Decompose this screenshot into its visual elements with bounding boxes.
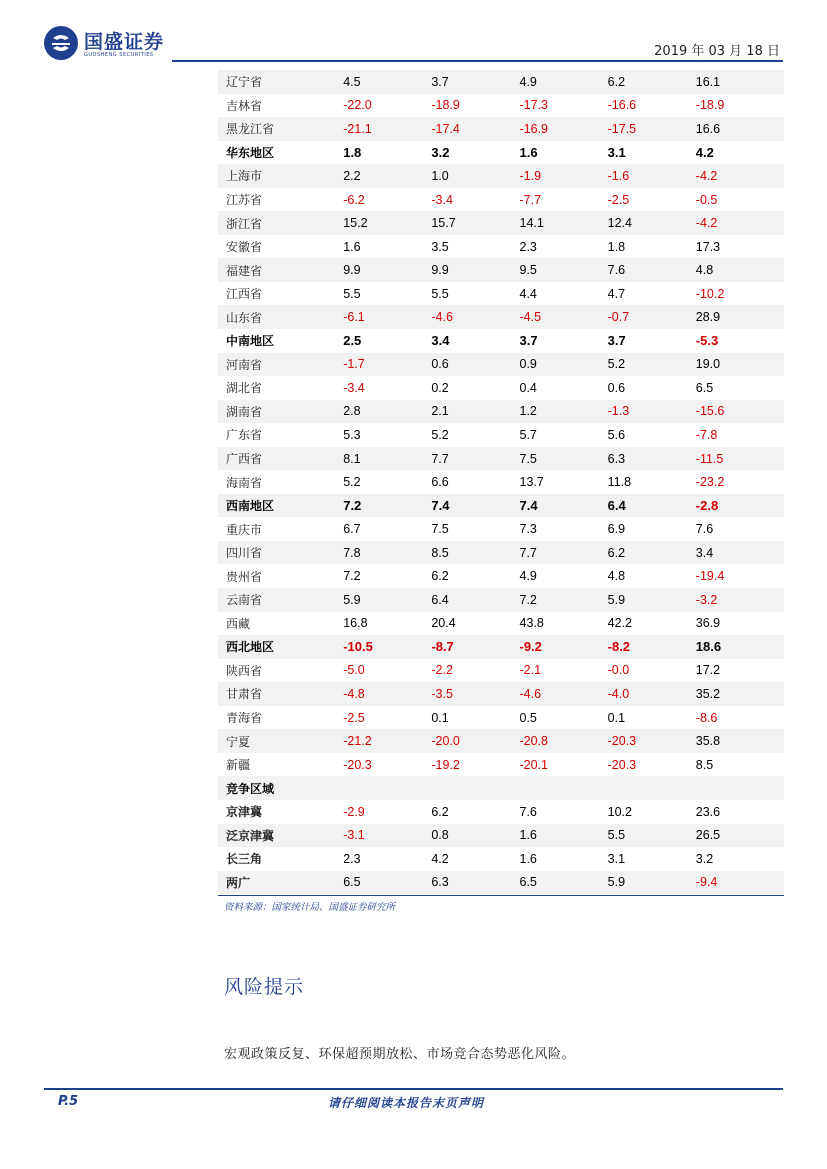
table-row: [218, 588, 784, 612]
row-label: 宁夏: [218, 729, 343, 753]
table-cell: -3.1: [343, 824, 431, 848]
table-cell: -4.2: [696, 211, 784, 235]
logo-text: 国盛证券: [84, 31, 165, 53]
table-cell: -1.9: [520, 164, 608, 188]
table-cell: 6.9: [608, 517, 696, 541]
table-cell: -4.0: [608, 682, 696, 706]
table-cell: 2.1: [431, 400, 519, 424]
table-cell: -16.6: [608, 94, 696, 118]
table-row: [218, 541, 784, 565]
table-row: [218, 682, 784, 706]
table-cell: 1.6: [343, 235, 431, 259]
table-cell: 18.6: [696, 635, 784, 659]
table-row: [218, 871, 784, 895]
table-cell: -22.0: [343, 94, 431, 118]
table-cell: 1.6: [520, 847, 608, 871]
table-cell: 4.2: [696, 141, 784, 165]
table-cell: -0.5: [696, 188, 784, 212]
row-label: 黑龙江省: [218, 117, 343, 141]
row-label: 上海市: [218, 164, 343, 188]
row-label: 云南省: [218, 588, 343, 612]
table-cell: -1.6: [608, 164, 696, 188]
table-cell: 0.8: [431, 824, 519, 848]
table-cell: 3.7: [431, 70, 519, 94]
table-cell: 11.8: [608, 470, 696, 494]
row-label: 陕西省: [218, 659, 343, 683]
table-cell: -3.4: [343, 376, 431, 400]
table-cell: -8.6: [696, 706, 784, 730]
row-label: 泛京津冀: [218, 824, 343, 848]
row-label: 新疆: [218, 753, 343, 777]
table-cell: 20.4: [431, 612, 519, 636]
table-cell: 1.8: [608, 235, 696, 259]
table-cell: 0.4: [520, 376, 608, 400]
table-cell: 8.5: [696, 753, 784, 777]
table-cell: 10.2: [608, 800, 696, 824]
table-cell: 3.2: [696, 847, 784, 871]
row-label: 辽宁省: [218, 70, 343, 94]
logo-subtext: GUOSHENG SECURITIES: [84, 52, 154, 58]
table-row: [218, 824, 784, 848]
table-cell: 0.1: [431, 706, 519, 730]
table-cell: -3.2: [696, 588, 784, 612]
table-cell: 7.2: [343, 564, 431, 588]
table-cell: 7.8: [343, 541, 431, 565]
table-cell: 15.7: [431, 211, 519, 235]
table-cell: -1.7: [343, 353, 431, 377]
table-cell: -3.5: [431, 682, 519, 706]
table-cell: -10.2: [696, 282, 784, 306]
table-cell: 7.6: [520, 800, 608, 824]
table-cell: 4.9: [520, 70, 608, 94]
table-cell: 5.7: [520, 423, 608, 447]
table-cell: [520, 776, 608, 800]
table-row: [218, 141, 784, 165]
table-cell: -18.9: [431, 94, 519, 118]
table-cell: 7.4: [431, 494, 519, 518]
table-cell: 2.3: [343, 847, 431, 871]
table-cell: 3.2: [431, 141, 519, 165]
table-cell: 5.2: [343, 470, 431, 494]
table-cell: 13.7: [520, 470, 608, 494]
table-row: [218, 470, 784, 494]
table-row: [218, 659, 784, 683]
table-cell: 6.6: [431, 470, 519, 494]
table-cell: -21.1: [343, 117, 431, 141]
section-title: 风险提示: [224, 976, 305, 998]
table-cell: -1.3: [608, 400, 696, 424]
table-row: [218, 635, 784, 659]
table-cell: 3.5: [431, 235, 519, 259]
row-label: 中南地区: [218, 329, 343, 353]
table-cell: -2.2: [431, 659, 519, 683]
table-cell: 43.8: [520, 612, 608, 636]
table-cell: -9.4: [696, 871, 784, 895]
table-cell: 7.6: [696, 517, 784, 541]
table-cell: 2.3: [520, 235, 608, 259]
table-cell: -17.4: [431, 117, 519, 141]
table-cell: 6.2: [431, 564, 519, 588]
table-cell: 7.3: [520, 517, 608, 541]
table-cell: -19.2: [431, 753, 519, 777]
table-cell: 12.4: [608, 211, 696, 235]
logo-emblem-icon: [44, 26, 78, 60]
row-label: 吉林省: [218, 94, 343, 118]
table-cell: -2.9: [343, 800, 431, 824]
table-cell: 7.2: [520, 588, 608, 612]
table-cell: 5.9: [608, 588, 696, 612]
table-cell: 5.3: [343, 423, 431, 447]
table-cell: -0.7: [608, 305, 696, 329]
table-source-note: 资料来源：国家统计局、国盛证券研究所: [224, 902, 396, 913]
table-row: [218, 117, 784, 141]
table-cell: -11.5: [696, 447, 784, 471]
province-data-table: [218, 70, 784, 894]
table-cell: -7.8: [696, 423, 784, 447]
table-cell: -2.8: [696, 494, 784, 518]
table-row: [218, 612, 784, 636]
row-label: 海南省: [218, 470, 343, 494]
table-cell: 6.2: [608, 541, 696, 565]
table-cell: -19.4: [696, 564, 784, 588]
table-cell: -4.5: [520, 305, 608, 329]
table-cell: -8.2: [608, 635, 696, 659]
table-cell: 2.2: [343, 164, 431, 188]
row-label: 福建省: [218, 258, 343, 282]
table-cell: -4.6: [431, 305, 519, 329]
table-cell: -4.8: [343, 682, 431, 706]
row-label: 江苏省: [218, 188, 343, 212]
table-cell: [696, 776, 784, 800]
row-label: 华东地区: [218, 141, 343, 165]
table-cell: 4.8: [608, 564, 696, 588]
table-cell: 9.5: [520, 258, 608, 282]
row-label: 重庆市: [218, 517, 343, 541]
table-cell: -6.1: [343, 305, 431, 329]
table-cell: 5.5: [608, 824, 696, 848]
table-row: [218, 329, 784, 353]
table-cell: 2.8: [343, 400, 431, 424]
row-label: 京津冀: [218, 800, 343, 824]
table-cell: 2.5: [343, 329, 431, 353]
table-row: [218, 706, 784, 730]
table-cell: 8.1: [343, 447, 431, 471]
table-row: [218, 188, 784, 212]
table-cell: 5.9: [608, 871, 696, 895]
table-cell: 36.9: [696, 612, 784, 636]
report-date: 2019 年 03 月 18 日: [654, 44, 780, 59]
table-cell: -23.2: [696, 470, 784, 494]
table-cell: 9.9: [343, 258, 431, 282]
table-cell: 4.4: [520, 282, 608, 306]
table-cell: 14.1: [520, 211, 608, 235]
row-label: 两广: [218, 871, 343, 895]
table-cell: -20.3: [343, 753, 431, 777]
table-row: [218, 94, 784, 118]
row-label: 湖北省: [218, 376, 343, 400]
header-divider: [172, 60, 783, 62]
table-cell: 0.1: [608, 706, 696, 730]
table-cell: -20.3: [608, 753, 696, 777]
table-cell: 6.7: [343, 517, 431, 541]
table-cell: 3.4: [696, 541, 784, 565]
table-cell: -6.2: [343, 188, 431, 212]
table-cell: 6.2: [431, 800, 519, 824]
row-label: 广西省: [218, 447, 343, 471]
table-cell: 0.5: [520, 706, 608, 730]
table-cell: 1.6: [520, 824, 608, 848]
page-number: P.5: [58, 1094, 79, 1109]
table-cell: 6.5: [343, 871, 431, 895]
table-cell: 17.2: [696, 659, 784, 683]
table-cell: 19.0: [696, 353, 784, 377]
table-cell: 7.6: [608, 258, 696, 282]
table-cell: 4.8: [696, 258, 784, 282]
table-cell: -4.6: [520, 682, 608, 706]
table-cell: -2.1: [520, 659, 608, 683]
table-cell: -18.9: [696, 94, 784, 118]
table-cell: -5.0: [343, 659, 431, 683]
table-cell: 1.8: [343, 141, 431, 165]
table-cell: 3.1: [608, 847, 696, 871]
table-row: [218, 447, 784, 471]
table-cell: 16.8: [343, 612, 431, 636]
table-cell: 35.2: [696, 682, 784, 706]
table-row: [218, 729, 784, 753]
table-cell: 0.2: [431, 376, 519, 400]
table-cell: -7.7: [520, 188, 608, 212]
table-cell: 28.9: [696, 305, 784, 329]
table-row: [218, 376, 784, 400]
row-label: 四川省: [218, 541, 343, 565]
table-cell: 5.2: [431, 423, 519, 447]
row-label: 西北地区: [218, 635, 343, 659]
table-cell: 7.7: [431, 447, 519, 471]
table-bottom-rule: [218, 895, 784, 896]
table-row: [218, 423, 784, 447]
table-cell: -16.9: [520, 117, 608, 141]
row-label: 江西省: [218, 282, 343, 306]
table-cell: 0.9: [520, 353, 608, 377]
table-cell: 4.7: [608, 282, 696, 306]
row-label: 广东省: [218, 423, 343, 447]
table-cell: 4.2: [431, 847, 519, 871]
table-cell: 6.5: [520, 871, 608, 895]
table-cell: 17.3: [696, 235, 784, 259]
table-cell: 3.7: [608, 329, 696, 353]
table-cell: -17.3: [520, 94, 608, 118]
company-logo: [44, 26, 174, 62]
table-cell: -10.5: [343, 635, 431, 659]
table-cell: [343, 776, 431, 800]
table-cell: 3.1: [608, 141, 696, 165]
table-cell: -20.8: [520, 729, 608, 753]
row-label: 长三角: [218, 847, 343, 871]
table-cell: 42.2: [608, 612, 696, 636]
table-cell: 3.4: [431, 329, 519, 353]
table-cell: 7.4: [520, 494, 608, 518]
table-cell: 0.6: [431, 353, 519, 377]
table-row: [218, 847, 784, 871]
row-label: 山东省: [218, 305, 343, 329]
table-cell: 5.2: [608, 353, 696, 377]
table-row: [218, 494, 784, 518]
table-cell: -3.4: [431, 188, 519, 212]
table-cell: -2.5: [343, 706, 431, 730]
table-row: [218, 282, 784, 306]
row-label: 安徽省: [218, 235, 343, 259]
row-label: 竞争区域: [218, 776, 343, 800]
row-label: 贵州省: [218, 564, 343, 588]
table-cell: -20.1: [520, 753, 608, 777]
table-cell: 23.6: [696, 800, 784, 824]
table-cell: 7.5: [520, 447, 608, 471]
table-cell: 1.2: [520, 400, 608, 424]
table-cell: 9.9: [431, 258, 519, 282]
table-cell: -2.5: [608, 188, 696, 212]
table-cell: [608, 776, 696, 800]
table-row: [218, 776, 784, 800]
row-label: 西南地区: [218, 494, 343, 518]
table-row: [218, 800, 784, 824]
table-row: [218, 517, 784, 541]
table-cell: 5.6: [608, 423, 696, 447]
row-label: 甘肃省: [218, 682, 343, 706]
table-cell: 35.8: [696, 729, 784, 753]
table-cell: 7.7: [520, 541, 608, 565]
table-cell: 7.5: [431, 517, 519, 541]
table-row: [218, 164, 784, 188]
table-cell: -4.2: [696, 164, 784, 188]
table-cell: 6.3: [608, 447, 696, 471]
table-cell: 4.9: [520, 564, 608, 588]
row-label: 青海省: [218, 706, 343, 730]
table-row: [218, 564, 784, 588]
table-row: [218, 353, 784, 377]
table-cell: -9.2: [520, 635, 608, 659]
table-cell: 6.3: [431, 871, 519, 895]
table-cell: 7.2: [343, 494, 431, 518]
table-row: [218, 211, 784, 235]
table-cell: 0.6: [608, 376, 696, 400]
table-cell: 15.2: [343, 211, 431, 235]
table-cell: -17.5: [608, 117, 696, 141]
table-cell: 6.4: [608, 494, 696, 518]
table-cell: 16.6: [696, 117, 784, 141]
table-cell: 5.5: [343, 282, 431, 306]
row-label: 浙江省: [218, 211, 343, 235]
row-label: 河南省: [218, 353, 343, 377]
table-cell: -0.0: [608, 659, 696, 683]
table-cell: 1.0: [431, 164, 519, 188]
table-cell: [431, 776, 519, 800]
table-row: [218, 258, 784, 282]
table-row: [218, 400, 784, 424]
table-cell: 6.2: [608, 70, 696, 94]
table-row: [218, 235, 784, 259]
table-cell: 6.4: [431, 588, 519, 612]
table-cell: 26.5: [696, 824, 784, 848]
table-cell: -20.3: [608, 729, 696, 753]
table-cell: 6.5: [696, 376, 784, 400]
table-cell: 5.9: [343, 588, 431, 612]
table-cell: 5.5: [431, 282, 519, 306]
table-cell: -15.6: [696, 400, 784, 424]
footer-divider: [44, 1088, 783, 1090]
row-label: 湖南省: [218, 400, 343, 424]
section-body-text: 宏观政策反复、环保超预期放松、市场竞合态势恶化风险。: [224, 1047, 576, 1062]
table-row: [218, 305, 784, 329]
table-cell: -21.2: [343, 729, 431, 753]
table-cell: 1.6: [520, 141, 608, 165]
row-label: 西藏: [218, 612, 343, 636]
table-cell: -20.0: [431, 729, 519, 753]
table-cell: 16.1: [696, 70, 784, 94]
table-row: [218, 753, 784, 777]
table-row: [218, 70, 784, 94]
table-cell: -8.7: [431, 635, 519, 659]
footer-disclaimer: 请仔细阅读本报告末页声明: [328, 1096, 485, 1110]
table-cell: 3.7: [520, 329, 608, 353]
table-cell: 4.5: [343, 70, 431, 94]
table-cell: -5.3: [696, 329, 784, 353]
table-cell: 8.5: [431, 541, 519, 565]
